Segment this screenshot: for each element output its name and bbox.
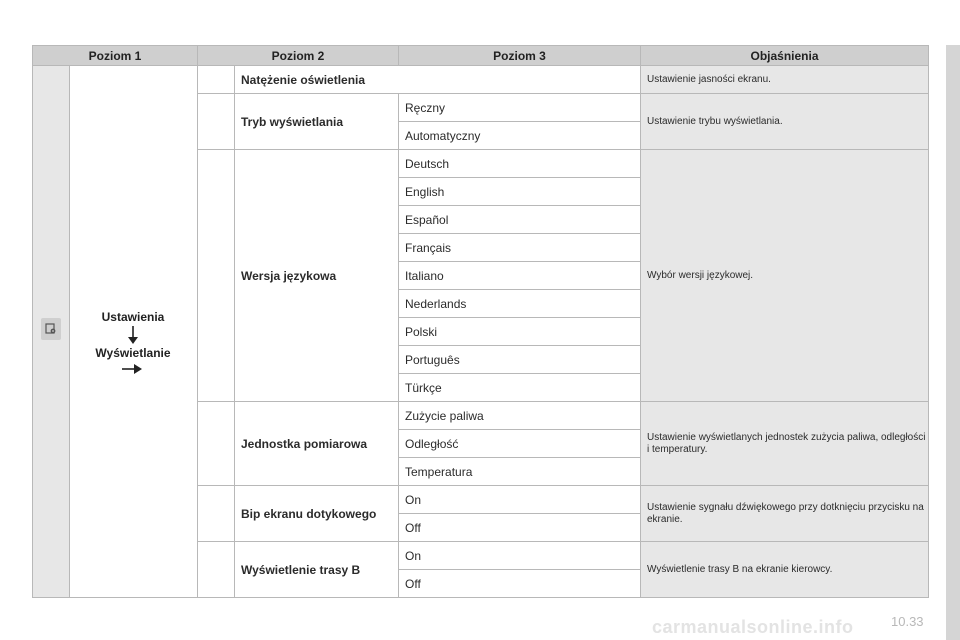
settings-icon-glyph xyxy=(45,323,57,335)
language-desc: Wybór wersji językowej. xyxy=(641,150,929,402)
language-option: Polski xyxy=(399,318,641,346)
spacer-cell xyxy=(198,150,235,402)
route-label: Wyświetlenie trasy B xyxy=(235,542,399,598)
units-option: Odległość xyxy=(399,430,641,458)
header-level-3: Poziom 3 xyxy=(399,46,641,66)
units-desc: Ustawienie wyświetlanych jednostek zużycia paliwa, odległości i temperatury. xyxy=(641,402,929,486)
language-option: Nederlands xyxy=(399,290,641,318)
page-number: 10.33 xyxy=(891,614,924,629)
table-row xyxy=(33,66,929,94)
language-option: Türkçe xyxy=(399,374,641,402)
language-label: Wersja językowa xyxy=(235,150,399,402)
language-option: Français xyxy=(399,234,641,262)
language-option: Português xyxy=(399,346,641,374)
spacer-cell xyxy=(198,542,235,598)
spacer-cell xyxy=(198,402,235,486)
spacer-cell xyxy=(198,66,235,94)
language-option: Deutsch xyxy=(399,150,641,178)
side-strip xyxy=(946,45,960,640)
units-label: Jednostka pomiarowa xyxy=(235,402,399,486)
language-option: Español xyxy=(399,206,641,234)
watermark: carmanualsonline.info xyxy=(652,617,854,637)
route-option: Off xyxy=(399,570,641,598)
header-level-2: Poziom 2 xyxy=(198,46,399,66)
beep-option: Off xyxy=(399,514,641,542)
route-desc: Wyświetlenie trasy B na ekranie kierowcy. xyxy=(641,542,929,598)
menu-path xyxy=(72,310,194,360)
settings-icon xyxy=(41,318,61,340)
arrow-right-icon xyxy=(122,364,142,374)
brightness-desc: Ustawienie jasności ekranu. xyxy=(641,66,929,94)
path-display: Wyświetlanie xyxy=(95,346,171,360)
beep-option: On xyxy=(399,486,641,514)
spacer-cell xyxy=(198,94,235,150)
language-option: Italiano xyxy=(399,262,641,290)
route-option: On xyxy=(399,542,641,570)
brightness-label: Natężenie oświetlenia xyxy=(235,66,641,94)
units-option: Zużycie paliwa xyxy=(399,402,641,430)
header-level-1: Poziom 1 xyxy=(33,46,198,66)
display-mode-label: Tryb wyświetlania xyxy=(235,94,399,150)
beep-desc: Ustawienie sygnału dźwiękowego przy dotknięciu przycisku na ekranie. xyxy=(641,486,929,542)
display-mode-option: Automatyczny xyxy=(399,122,641,150)
spacer-cell xyxy=(198,486,235,542)
units-option: Temperatura xyxy=(399,458,641,486)
language-option: English xyxy=(399,178,641,206)
display-mode-desc: Ustawienie trybu wyświetlania. xyxy=(641,94,929,150)
beep-label: Bip ekranu dotykowego xyxy=(235,486,399,542)
header-explanations: Objaśnienia xyxy=(641,46,929,66)
table-header-row xyxy=(33,46,929,66)
display-mode-option: Ręczny xyxy=(399,94,641,122)
arrow-down-icon xyxy=(128,326,138,344)
path-settings: Ustawienia xyxy=(101,310,165,324)
